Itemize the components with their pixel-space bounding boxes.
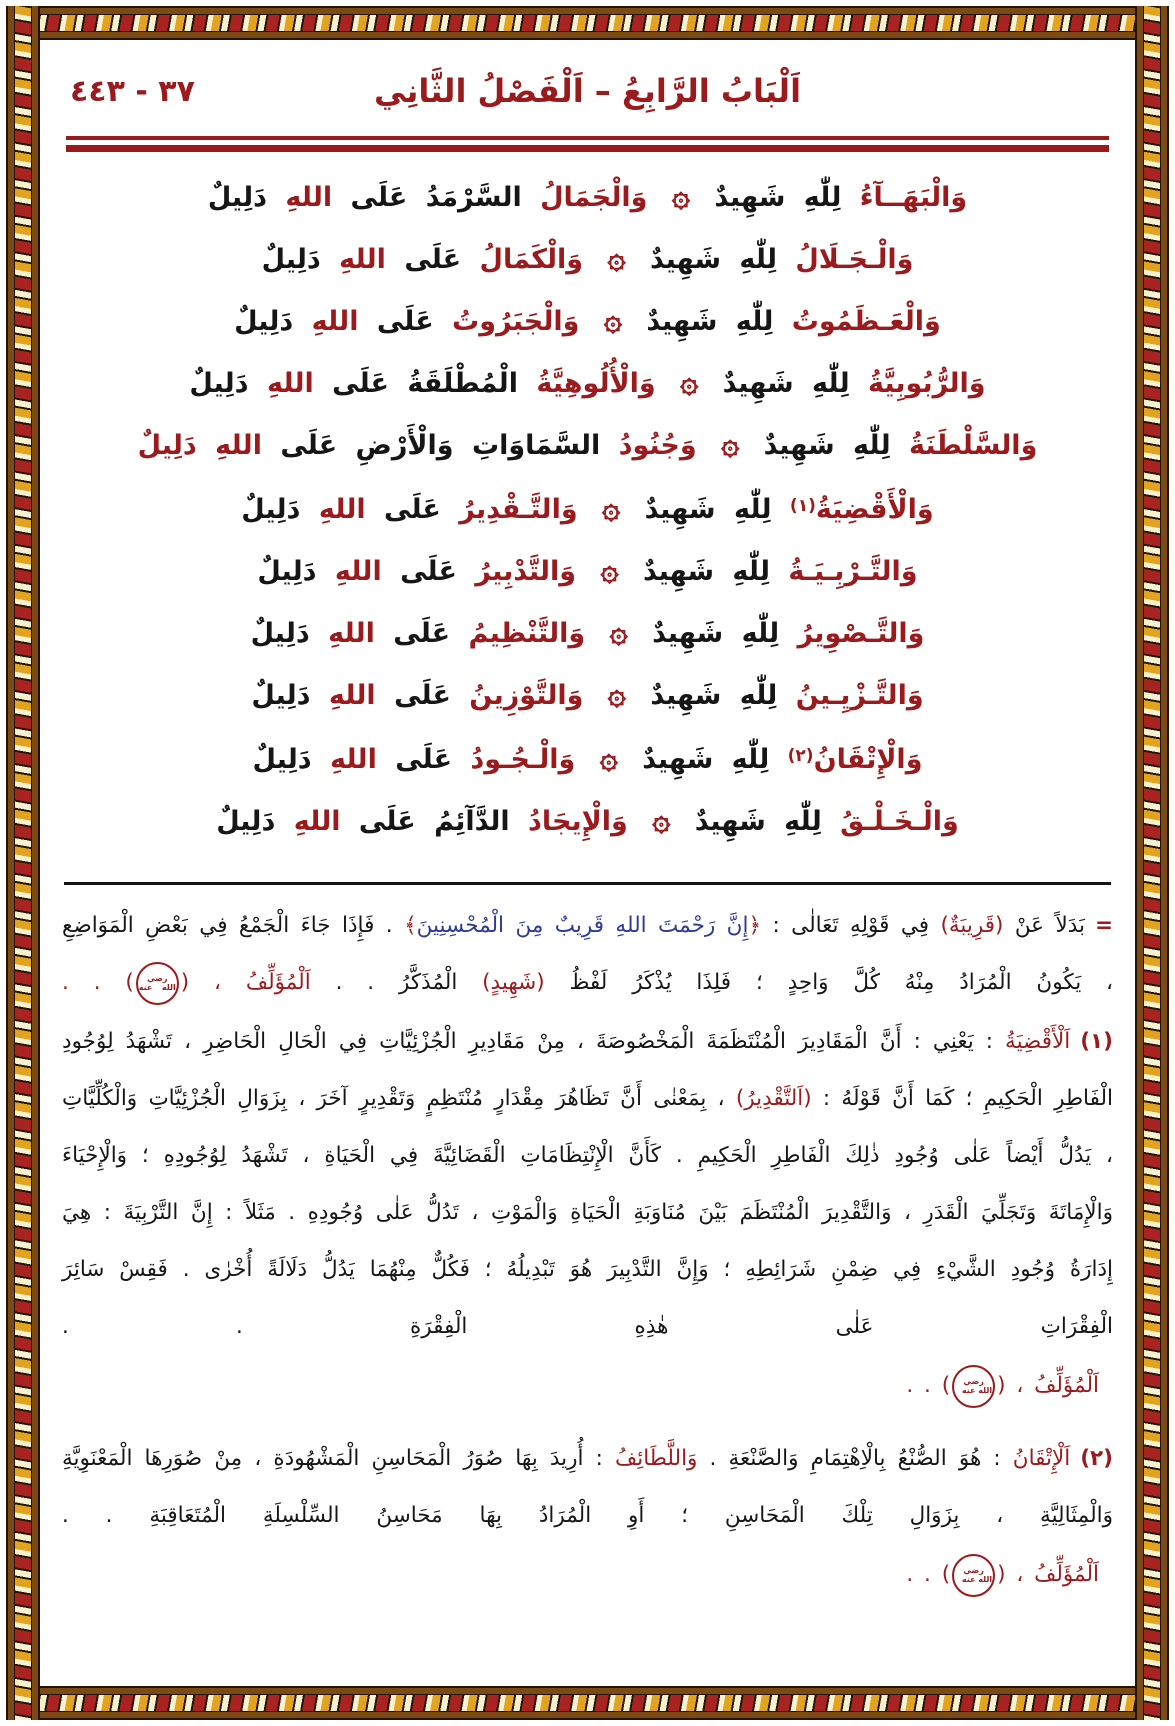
ayah-divider-ornament: ۞	[721, 426, 740, 462]
text-segment: ، بِمَعْنٰى أَنَّ تَظَاهُرَ مِقْدَارٍ مُنْتَظِمٍ وَتَقْدِيرٍ آخَرَ ، بِزَوَالِ الْجُزْئِيَّاتِ وَالْكُلِّيَّاتِ ، يَدُلُّ أَيْضاً عَلٰى وُجُودِ ذٰلِكَ الْفَاطِرِ الْحَكِيمِ . كَأَنَّ الْإِنْتِظَامَاتِ الْقَضَائِيَّةَ فِي الْحَيَاةِ ، تَشْهَدُ لِوُجُودِهِ ؛ وَالْإِحْيَاءَ وَالْإِمَاتَةَ وَتَجَلِّيَ الْقَدَرِ ، وَالتَّقْدِيرَ الْمُنْتَظَمَ بَيْنَ مُنَاوَبَةِ الْحَيَاةِ وَالْمَوْتِ ، تَدُلُّ عَلٰى وُجُودِهِ . مَثَلاً : إِنَّ التَّرْبِيَةَ : هِيَ إِدَارَةُ وُجُودِ الشَّيْءِ فِي ضِمْنِ شَرَائِطِهِ ؛ وَإِنَّ التَّدْبِيرَ هُوَ تَبْدِيلُهُ ؛ فَكُلٌّ مِنْهُمَا يَدُلُّ دَلَالَةً أُخْرٰى . فَقِسْ سَائِرَ الْفِقْرَاتِ عَلٰى هٰذِهِ الْفِقْرَةِ . .	[62, 1086, 1113, 1339]
text-segment: وَالسَّلْطَنَةُ	[890, 430, 1038, 461]
text-segment: لِلّٰهِ شَهِيدٌ	[696, 182, 842, 213]
footnote-marker: (٢)	[1080, 1446, 1113, 1471]
text-segment: الْمُذَكَّرُ . .	[310, 970, 483, 995]
decorative-border-bottom	[6, 1686, 1169, 1720]
text-segment: دَلِيلٌ	[251, 680, 311, 711]
text-segment: وَالتَّـصْوِيرُ	[779, 618, 925, 649]
text-segment: دَلِيلٌ	[189, 368, 249, 399]
text-segment: وَالْعَـظَمُوتُ	[773, 306, 941, 337]
ayah-divider-ornament: ۞	[671, 178, 690, 214]
footnotes-section	[62, 897, 1113, 1603]
verse-line	[62, 790, 1113, 852]
text-segment: لِلّٰهِ شَهِيدٌ	[633, 618, 780, 649]
verse-line	[62, 290, 1113, 352]
text-segment: وَالتَّـزْيِـينُ	[777, 680, 924, 711]
text-segment: اللهِ	[293, 306, 359, 337]
ayah-divider-ornament: ۞	[603, 302, 622, 338]
text-segment: اللهِ	[316, 556, 382, 587]
text-segment: وَالرُّبُوبِيَّةُ	[849, 368, 986, 399]
text-segment: دَلِيلٌ	[207, 182, 267, 213]
author-seal-icon: رضي الله عنه	[136, 962, 179, 1005]
verse-line	[62, 726, 1113, 790]
text-segment: دَلِيلٌ	[216, 806, 276, 837]
text-segment: وَالْإِيجَادُ	[509, 806, 647, 837]
text-segment: دَلِيلٌ	[250, 618, 310, 649]
text-segment: ) . .	[906, 1373, 951, 1398]
text-segment: لِلّٰهِ شَهِيدٌ	[631, 680, 778, 711]
text-segment: وَالْـجَـلَالُ	[776, 244, 914, 275]
text-segment: : أُرِيدَ بِهَا صُوَرُ الْمَحَاسِنِ الْمَشْهُودَةِ ، مِنْ صُوَرِهَا الْمَعْنَوِيَّةِ وَالْمِثَالِيَّةِ ، بِزَوَالِ تِلْكَ الْمَحَاسِنِ ؛ أَوِ الْمُرَادُ بِهَا مَحَاسِنُ السِّلْسِلَةِ الْمُتَعَاقِبَةِ . .	[62, 1446, 1113, 1528]
footnote-marker: =	[1094, 913, 1113, 938]
text-segment: (١)	[789, 496, 816, 516]
header-double-rule	[66, 136, 1109, 152]
text-segment: وَالْجَبَرُوتُ	[433, 306, 598, 337]
text-segment: لِلّٰهِ شَهِيدٌ	[745, 430, 891, 461]
text-segment: دَلِيلٌ	[252, 744, 312, 775]
page-content	[62, 44, 1113, 1682]
text-segment: دَلِيلٌ	[257, 556, 317, 587]
footnote-2	[62, 1430, 1113, 1544]
ayah-divider-ornament: ۞	[607, 676, 626, 712]
text-segment: لِلّٰهِ شَهِيدٌ	[676, 806, 822, 837]
text-segment: اللهِ	[311, 744, 377, 775]
text-segment: وَالْـجُـودُ	[452, 744, 594, 775]
text-segment: لِلّٰهِ شَهِيدٌ	[628, 306, 774, 337]
text-segment: وَالتَّـرْبِـيَـةُ	[769, 556, 918, 587]
text-segment: ) . .	[906, 1562, 951, 1587]
text-segment: وَجُنُودُ	[600, 430, 716, 461]
page-title: اَلْبَابُ الرَّابِعُ – اَلْفَصْلُ الثَّانِي	[373, 72, 802, 110]
text-segment: لِلّٰهِ شَهِيدٌ	[704, 368, 850, 399]
text-segment: : يَعْنِي : أَنَّ الْمَقَادِيرَ الْمُنْتَظَمَةَ الْمَخْصُوصَةَ ، مِنْ مَقَادِيرِ الْجُزْئِيَّاتِ فِي الْحَالِ الْحَاضِرِ ، تَشْهَدُ لِوُجُودِ الْفَاطِرِ الْحَكِيمِ ؛ كَمَا أَنَّ قَوْلَهُ :	[62, 1029, 1114, 1111]
ayah-divider-ornament: ۞	[599, 740, 618, 776]
text-segment: وَالْكَمَالُ	[461, 244, 602, 275]
ayah-divider-ornament: ۞	[600, 552, 619, 588]
verse-line	[62, 414, 1113, 476]
text-segment: فِي قَوْلِهِ تَعَالٰى :	[761, 913, 941, 938]
text-segment: وَالتَّنْظِيمُ	[450, 618, 604, 649]
text-segment: الدَّآئِمُ عَلَى	[340, 806, 510, 837]
text-segment: دَلِيلٌ	[261, 244, 321, 275]
verse-line	[62, 602, 1113, 664]
text-segment: اللهِ	[275, 806, 341, 837]
text-segment: عَلَى	[376, 744, 453, 775]
text-segment: دَلِيلٌ	[234, 306, 294, 337]
ayah-divider-ornament: ۞	[652, 802, 671, 838]
text-segment: دَلِيلٌ	[241, 494, 301, 525]
text-segment: اللهِ	[300, 494, 366, 525]
text-segment: اَلْمُؤَلِّفُ ، (	[997, 1373, 1099, 1398]
ayah-divider-ornament: ۞	[680, 364, 699, 400]
text-segment: وَالْبَهَــآءُ	[841, 182, 968, 213]
text-segment: ﴾	[404, 913, 417, 938]
text-segment: اللهِ	[320, 244, 386, 275]
text-segment: وَالتَّوْزِينُ	[450, 680, 602, 711]
page-header	[62, 44, 1113, 128]
text-segment: . فَإِذَا جَاءَ الْجَمْعُ فِي بَعْضِ الْمَوَاضِعِ ، يَكُونُ الْمُرَادُ مِنْهُ كُلَّ وَاحِدٍ ؛ فَلِذَا يُذْكَرُ لَفْظُ	[62, 913, 1113, 995]
footnote-marker: (١)	[1080, 1029, 1113, 1054]
text-segment: (قَرِيبَةٌ)	[940, 913, 1004, 938]
text-segment: السَّرْمَدُ عَلَى	[332, 182, 522, 213]
text-segment: اللهِ	[309, 618, 375, 649]
ayah-divider-ornament: ۞	[609, 614, 628, 650]
verse-line	[62, 352, 1113, 414]
text-segment: (اَلتَّقْدِيرُ)	[735, 1086, 812, 1111]
page-number: ٣٧ - ٤٤٣	[70, 74, 195, 109]
footnote-text	[62, 913, 1113, 995]
decorative-border-top	[6, 6, 1169, 40]
text-segment: اللهِ دَلِيلٌ	[137, 430, 262, 461]
text-segment: وَالْأَقْضِيَةُ	[815, 494, 934, 525]
text-segment: وَالْجَمَالُ	[521, 182, 666, 213]
text-segment: اَلْمُؤَلِّفُ ، (	[997, 1562, 1099, 1587]
text-segment: وَالتَّـقْدِيرُ	[440, 494, 597, 525]
text-segment: ﴿	[748, 913, 762, 938]
verse-line	[62, 228, 1113, 290]
text-segment: عَلَى	[374, 618, 451, 649]
text-segment: اللهِ	[310, 680, 376, 711]
footnote-text	[62, 1446, 1113, 1528]
ayah-divider-ornament: ۞	[602, 490, 621, 526]
text-segment: (شَهِيدٍ)	[482, 970, 545, 995]
text-segment: اَلْإِتْقَانُ	[1012, 1446, 1071, 1471]
text-segment: لِلّٰهِ شَهِيدٌ	[623, 744, 788, 775]
text-segment: الْمُطْلَقَةُ عَلَى	[313, 368, 518, 399]
text-segment: عَلَى	[375, 680, 451, 711]
text-segment: عَلَى	[365, 494, 441, 525]
text-segment: : هُوَ الصُّنْعُ بِالْاِهْتِمَامِ وَالصَّنْعَةِ .	[697, 1446, 1013, 1471]
text-segment: وَالْإِتْقَانُ	[813, 744, 923, 775]
verse-line	[62, 540, 1113, 602]
text-segment: بَدَلاً عَنْ	[1003, 913, 1085, 938]
footnote-divider	[64, 882, 1111, 885]
text-segment: إِنَّ رَحْمَتَ اللهِ قَرِيبٌ مِنَ الْمُحْسِنِينَ	[416, 913, 749, 938]
text-segment: وَالْأُلُوهِيَّةُ	[517, 368, 675, 399]
text-segment: وَالتَّدْبِيرُ	[456, 556, 595, 587]
verse-line	[62, 664, 1113, 726]
author-signature	[62, 1357, 1099, 1414]
decorative-border-right	[1135, 6, 1169, 1720]
text-segment: وَاللَّطَائِفُ	[614, 1446, 698, 1471]
author-signature	[62, 1546, 1099, 1603]
footnote-text	[62, 1029, 1113, 1339]
text-segment: اللهِ	[266, 182, 333, 213]
text-segment: لِلّٰهِ شَهِيدٌ	[624, 556, 770, 587]
text-segment: عَلَى	[358, 306, 434, 337]
text-segment: لِلّٰهِ شَهِيدٌ	[631, 244, 777, 275]
text-segment: اَلْأَقْضِيَةُ	[1005, 1029, 1071, 1054]
author-seal-icon: رضي الله عنه	[952, 1365, 995, 1408]
text-segment: ) . .	[62, 970, 134, 995]
text-segment: اللهِ	[248, 368, 314, 399]
text-segment: السَّمَاوَاتِ وَالْأَرْضِ عَلَى	[261, 430, 601, 461]
text-segment: وَالْـخَـلْـقُ	[821, 806, 959, 837]
verse-line	[62, 476, 1113, 540]
verse-line	[62, 166, 1113, 228]
text-segment: عَلَى	[385, 244, 462, 275]
text-segment: اَلْمُؤَلِّفُ ، (	[180, 970, 311, 995]
text-segment: عَلَى	[381, 556, 457, 587]
decorative-border-left	[6, 6, 40, 1720]
text-segment: لِلّٰهِ شَهِيدٌ	[626, 494, 790, 525]
author-seal-icon: رضي الله عنه	[952, 1554, 995, 1597]
text-segment: (٢)	[787, 746, 814, 766]
footnote-equals	[62, 897, 1113, 1011]
verse-list	[62, 166, 1113, 852]
ayah-divider-ornament: ۞	[607, 240, 626, 276]
footnote-1	[62, 1013, 1113, 1355]
